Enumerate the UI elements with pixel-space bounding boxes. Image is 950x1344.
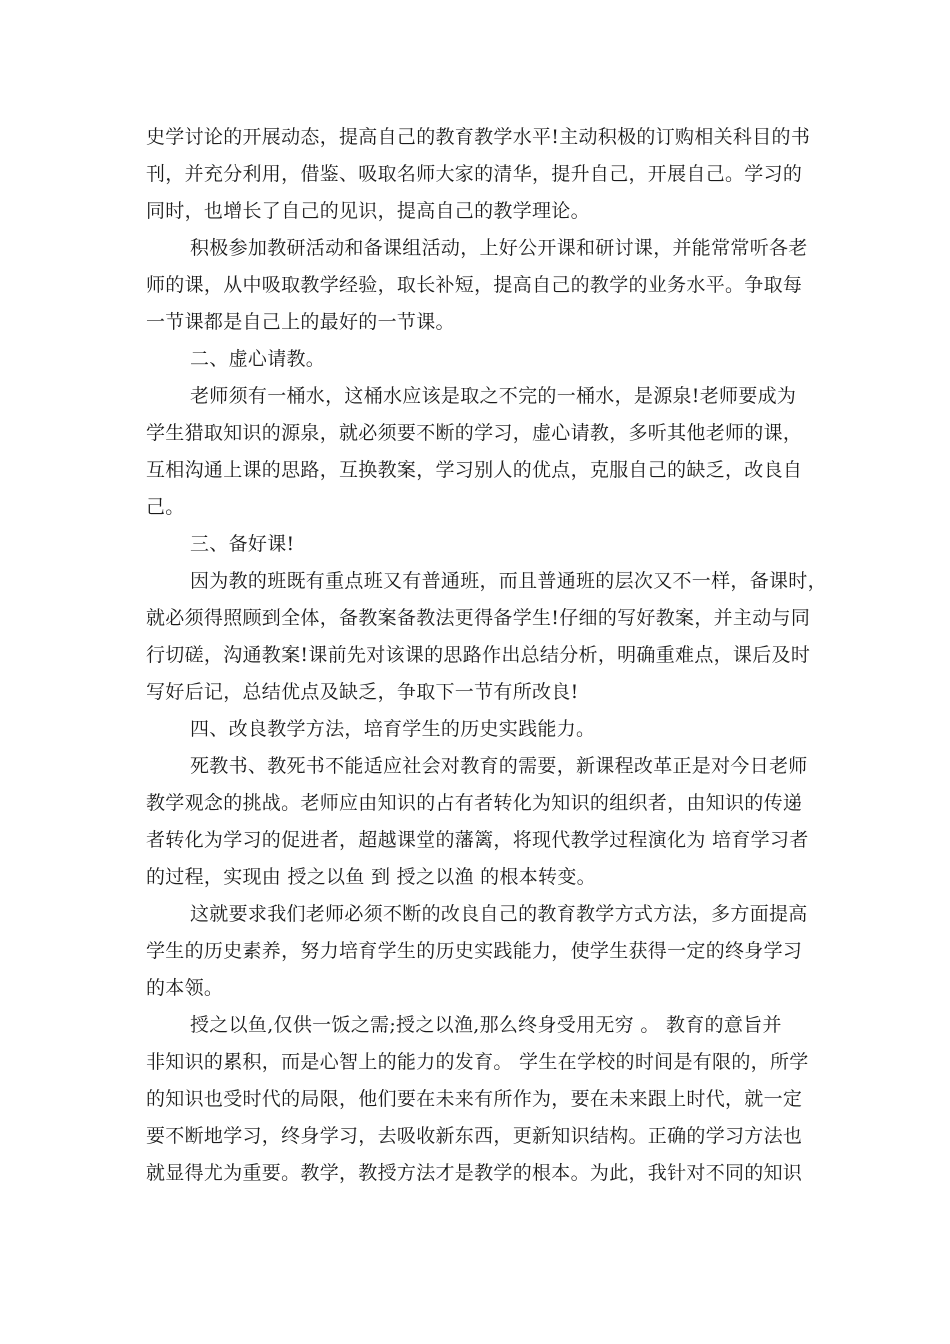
section-heading: 三、备好课! xyxy=(190,533,295,555)
text-line: 史学讨论的开展动态，提高自己的教育教学水平!主动积极的订购相关科目的书 xyxy=(146,126,811,148)
text-line: 的本领。 xyxy=(146,977,224,999)
text-line: 要不断地学习，终身学习，去吸收新东西，更新知识结构。正确的学习方法也 xyxy=(146,1125,803,1147)
text-line: 的知识也受时代的局限，他们要在未来有所作为，要在未来跟上时代，就一定 xyxy=(146,1088,803,1110)
text-line: 学生的历史素养，努力培育学生的历史实践能力，使学生获得一定的终身学习 xyxy=(146,940,803,962)
text-line: 者转化为学习的促进者，超越课堂的藩篱，将现代教学过程演化为 培育学习者 xyxy=(146,829,809,851)
text-line: 同时，也增长了自己的见识，提高自己的教学理论。 xyxy=(146,200,590,222)
text-line: 非知识的累积，而是心智上的能力的发育。 学生在学校的时间是有限的，所学 xyxy=(146,1051,809,1073)
text-line: 师的课，从中吸取教学经验，取长补短，提高自己的教学的业务水平。争取每 xyxy=(146,274,803,296)
text-line: 教学观念的挑战。老师应由知识的占有者转化为知识的组织者，由知识的传递 xyxy=(146,792,803,814)
text-line: 就显得尤为重要。教学，教授方法才是教学的根本。为此，我针对不同的知识 xyxy=(146,1162,803,1184)
text-line: 死教书、教死书不能适应社会对教育的需要，新课程改革正是对今日老师 xyxy=(190,755,808,777)
text-line: 这就要求我们老师必须不断的改良自己的教育教学方式方法，多方面提高 xyxy=(190,903,808,925)
text-line: 己。 xyxy=(146,496,185,518)
text-line: 积极参加教研活动和备课组活动，上好公开课和研讨课，并能常常听各老 xyxy=(190,237,808,259)
text-line: 互相沟通上课的思路，互换教案，学习别人的优点，克服自己的缺乏，改良自 xyxy=(146,459,803,481)
text-line: 的过程，实现由 授之以鱼 到 授之以渔 的根本转变。 xyxy=(146,866,596,888)
text-line: 学生猎取知识的源泉，就必须要不断的学习，虚心请教，多听其他老师的课， xyxy=(146,422,803,444)
text-line: 因为教的班既有重点班又有普通班，而且普通班的层次又不一样，备课时， xyxy=(190,570,827,592)
text-line: 授之以鱼,仅供一饭之需;授之以渔,那么终身受用无穷 。 教育的意旨并 xyxy=(190,1014,782,1036)
text-line: 写好后记，总结优点及缺乏，争取下一节有所改良! xyxy=(146,681,579,703)
text-line: 就必须得照顾到全体，备教案备教法更得备学生!仔细的写好教案，并主动与同 xyxy=(146,607,811,629)
section-heading: 二、虚心请教。 xyxy=(190,348,326,370)
text-line: 老师须有一桶水，这桶水应该是取之不完的一桶水，是源泉!老师要成为 xyxy=(190,385,797,407)
text-line: 行切磋，沟通教案!课前先对该课的思路作出总结分析，明确重难点，课后及时 xyxy=(146,644,811,666)
text-line: 刊，并充分利用，借鉴、吸取名师大家的清华，提升自己，开展自己。学习的 xyxy=(146,163,803,185)
section-heading: 四、改良教学方法，培育学生的历史实践能力。 xyxy=(190,718,596,740)
text-line: 一节课都是自己上的最好的一节课。 xyxy=(146,311,455,333)
